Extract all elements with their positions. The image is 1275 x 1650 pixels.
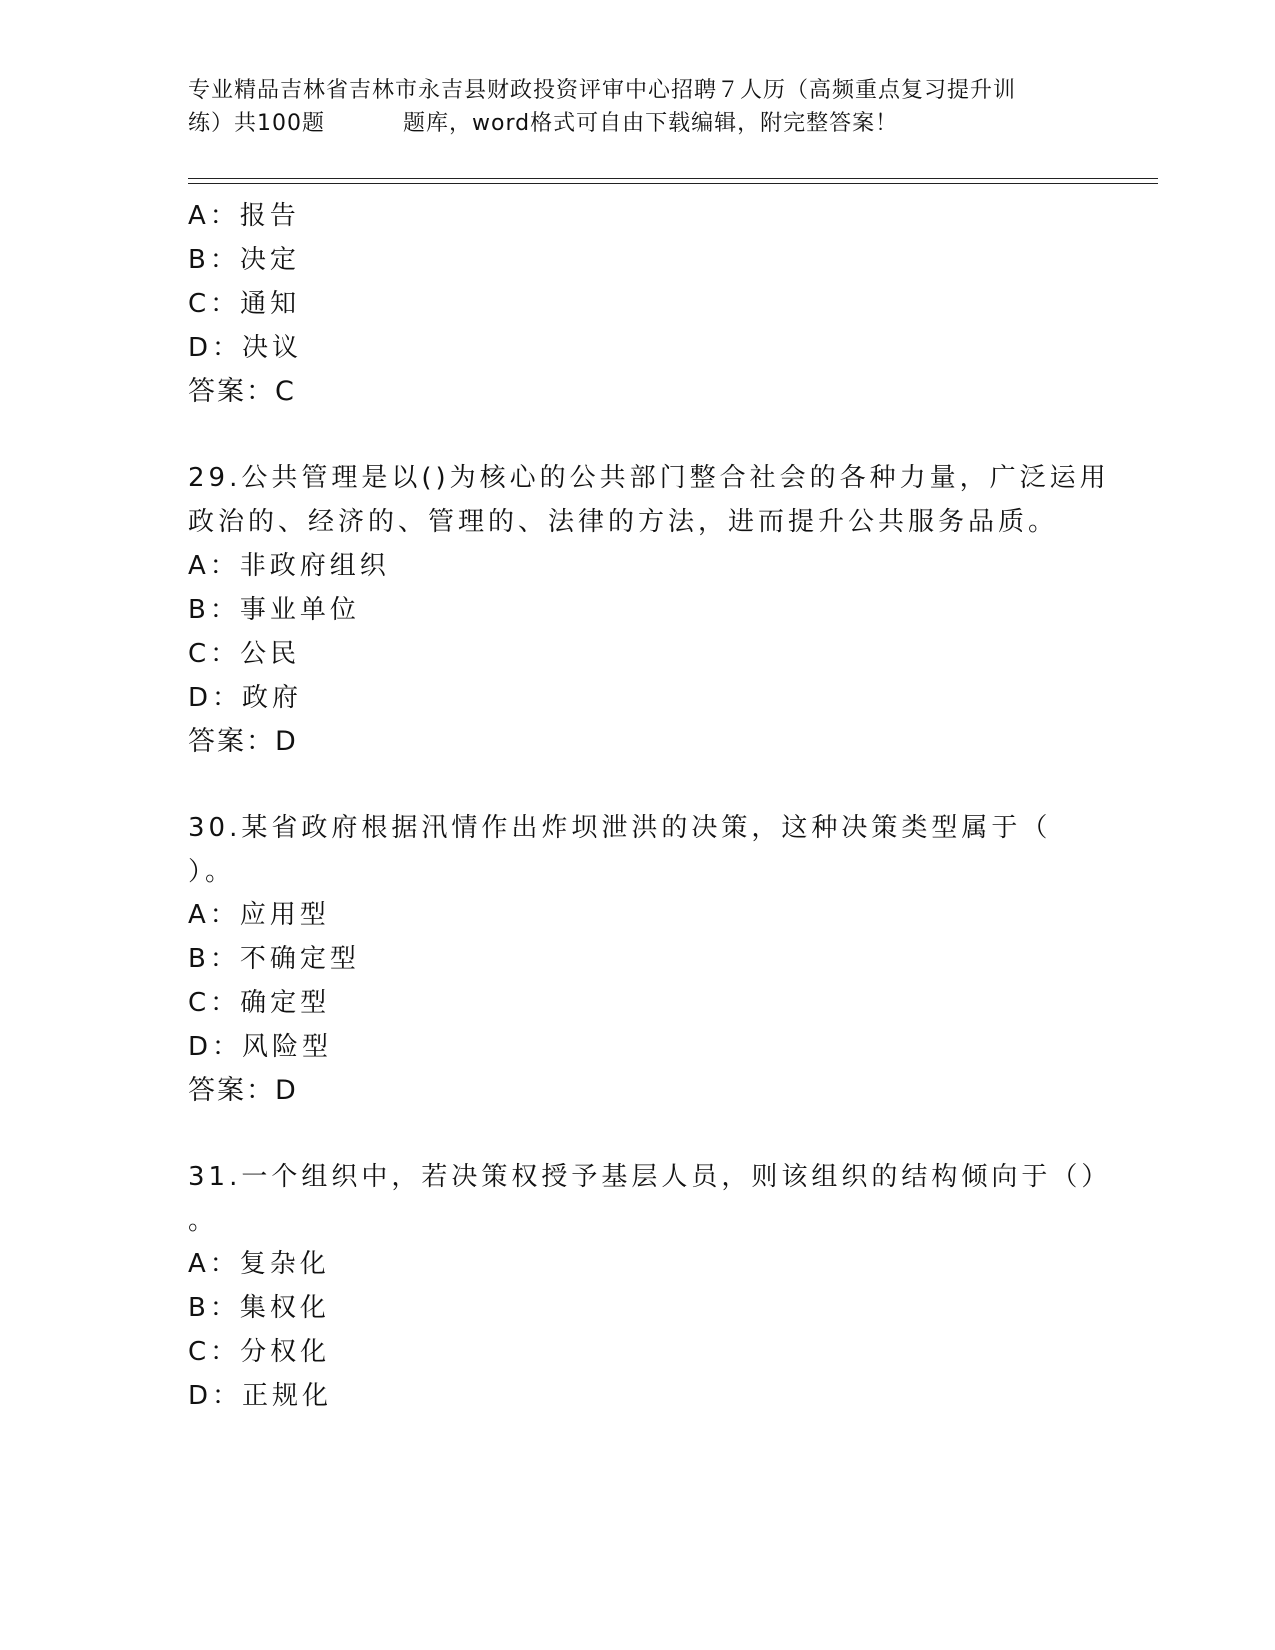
document-header <box>188 74 1088 140</box>
q31-option-a: A：复杂化 <box>188 1249 330 1279</box>
q29-option-a: A：非政府组织 <box>188 551 390 581</box>
header-divider-top <box>188 178 1158 179</box>
q30-option-a: A：应用型 <box>188 900 330 930</box>
q31-option-c: C：分权化 <box>188 1337 331 1367</box>
q30-stem-line-1: 30.某省政府根据汛情作出炸坝泄洪的决策，这种决策类型属于（ <box>188 813 1052 843</box>
q29-option-c: C：公民 <box>188 639 301 669</box>
q31-option-d: D：正规化 <box>188 1381 333 1411</box>
header-line-1: 专业精品吉林省吉林市永吉县财政投资评审中心招聘７人历（高频重点复习提升训 <box>188 78 1017 103</box>
prev-answer: 答案：C <box>188 376 296 407</box>
q29-stem-line-1: 29.公共管理是以()为核心的公共部门整合社会的各种力量，广泛运用 <box>188 463 1110 493</box>
q29-answer: 答案：D <box>188 726 298 757</box>
header-divider-bottom <box>188 183 1158 184</box>
q29-option-b: B：事业单位 <box>188 595 360 625</box>
q30-answer: 答案：D <box>188 1075 298 1106</box>
prev-option-b: B：决定 <box>188 245 300 275</box>
q30-option-d: D：风险型 <box>188 1032 333 1062</box>
q31-option-b: B：集权化 <box>188 1293 330 1323</box>
q31-stem-line-2: 。 <box>188 1206 219 1236</box>
q29-stem-line-2: 政治的、经济的、管理的、法律的方法，进而提升公共服务品质。 <box>188 507 1059 537</box>
header-line-2 <box>188 107 1088 140</box>
q30-option-b: B：不确定型 <box>188 944 360 974</box>
prev-option-a: A：报告 <box>188 201 300 231</box>
q29-option-d: D：政府 <box>188 683 303 713</box>
q31-stem-line-1: 31.一个组织中，若决策权授予基层人员，则该组织的结构倾向于（） <box>188 1162 1112 1192</box>
header-line-2b: 题库，word格式可自由下载编辑，附完整答案！ <box>403 111 899 136</box>
q30-stem-line-2: ）。 <box>188 857 236 887</box>
prev-option-c: C：通知 <box>188 289 301 319</box>
q30-option-c: C：确定型 <box>188 988 331 1018</box>
prev-option-d: D：决议 <box>188 333 303 363</box>
header-line-2a: 练）共100题 <box>188 111 325 136</box>
